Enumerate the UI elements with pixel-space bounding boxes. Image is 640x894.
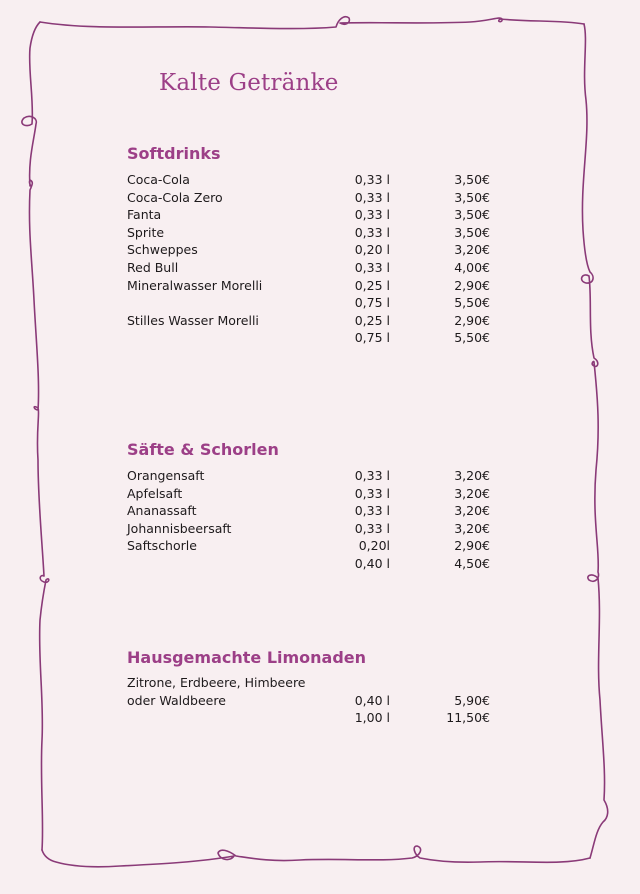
item-volume: 1,00 l <box>354 710 390 726</box>
item-name: oder Waldbeere <box>127 692 226 708</box>
item-price: 3,20€ <box>454 242 490 258</box>
lemonades-list <box>0 674 640 727</box>
item-volume: 0,33 l <box>354 520 390 536</box>
item-price: 4,50€ <box>454 555 490 571</box>
menu-row <box>0 312 640 330</box>
item-price: 3,20€ <box>454 468 490 483</box>
menu-row <box>0 206 640 224</box>
section-title-lemonades: Hausgemachte Limonaden <box>127 648 367 667</box>
menu-row <box>0 259 640 277</box>
item-volume: 0,25 l <box>354 312 390 328</box>
item-price: 2,90€ <box>454 277 490 293</box>
item-name: Sprite <box>127 224 165 240</box>
menu-row <box>0 277 640 295</box>
item-volume: 0,25 l <box>354 277 390 293</box>
menu-row <box>0 294 640 312</box>
item-price: 3,50€ <box>454 172 490 187</box>
item-price: 3,20€ <box>454 503 490 519</box>
item-name: Johannisbeersaft <box>127 520 232 536</box>
item-price: 3,50€ <box>454 224 490 240</box>
item-price: 3,50€ <box>454 207 490 223</box>
item-name: Stilles Wasser Morelli <box>127 312 259 328</box>
item-price: 3,20€ <box>454 520 490 536</box>
menu-row <box>0 520 640 538</box>
item-volume: 0,20 l <box>354 242 390 258</box>
item-price: 4,00€ <box>454 259 490 275</box>
item-price: 3,20€ <box>454 485 490 501</box>
menu-row <box>0 241 640 259</box>
menu-row <box>0 224 640 242</box>
menu-row <box>0 537 640 555</box>
item-name: Coca-Cola <box>127 172 190 187</box>
section-title-softdrinks: Softdrinks <box>127 144 221 163</box>
item-name: Ananassaft <box>127 503 197 519</box>
item-volume: 0,33 l <box>354 189 390 205</box>
item-name: Zitrone, Erdbeere, Himbeere <box>127 675 306 690</box>
item-name: Red Bull <box>127 259 179 275</box>
item-volume: 0,75 l <box>354 295 390 311</box>
softdrinks-list <box>0 171 640 347</box>
item-price: 2,90€ <box>454 538 490 554</box>
section-title-juices: Säfte & Schorlen <box>127 440 279 459</box>
item-volume: 0,33 l <box>354 224 390 240</box>
item-volume: 0,33 l <box>354 172 390 187</box>
item-name: Coca-Cola Zero <box>127 189 223 205</box>
item-price: 3,50€ <box>454 189 490 205</box>
item-volume: 0,75 l <box>354 330 390 346</box>
item-volume: 0,33 l <box>354 207 390 223</box>
menu-row <box>0 502 640 520</box>
item-volume: 0,20l <box>358 538 390 554</box>
item-name: Apfelsaft <box>127 485 183 501</box>
item-name: Saftschorle <box>127 538 197 554</box>
item-name: Schweppes <box>127 242 198 258</box>
menu-row <box>0 709 640 727</box>
item-price: 11,50€ <box>446 710 490 726</box>
menu-row <box>0 467 640 485</box>
item-price: 5,90€ <box>454 692 490 708</box>
menu-row <box>0 555 640 573</box>
menu-row <box>0 674 640 692</box>
item-volume: 0,33 l <box>354 259 390 275</box>
item-price: 5,50€ <box>454 295 490 311</box>
menu-row <box>0 485 640 503</box>
menu-row <box>0 329 640 347</box>
item-volume: 0,33 l <box>354 468 390 483</box>
item-price: 2,90€ <box>454 312 490 328</box>
item-name: Mineralwasser Morelli <box>127 277 263 293</box>
menu-row <box>0 692 640 710</box>
item-volume: 0,40 l <box>354 555 390 571</box>
item-volume: 0,33 l <box>354 503 390 519</box>
item-volume: 0,33 l <box>354 485 390 501</box>
item-name: Fanta <box>127 207 162 223</box>
item-volume: 0,40 l <box>354 692 390 708</box>
menu-row <box>0 189 640 207</box>
item-name: Orangensaft <box>127 468 205 483</box>
juices-list <box>0 467 640 573</box>
menu-row <box>0 171 640 189</box>
page-title: Kalte Getränke <box>159 70 339 96</box>
item-price: 5,50€ <box>454 330 490 346</box>
